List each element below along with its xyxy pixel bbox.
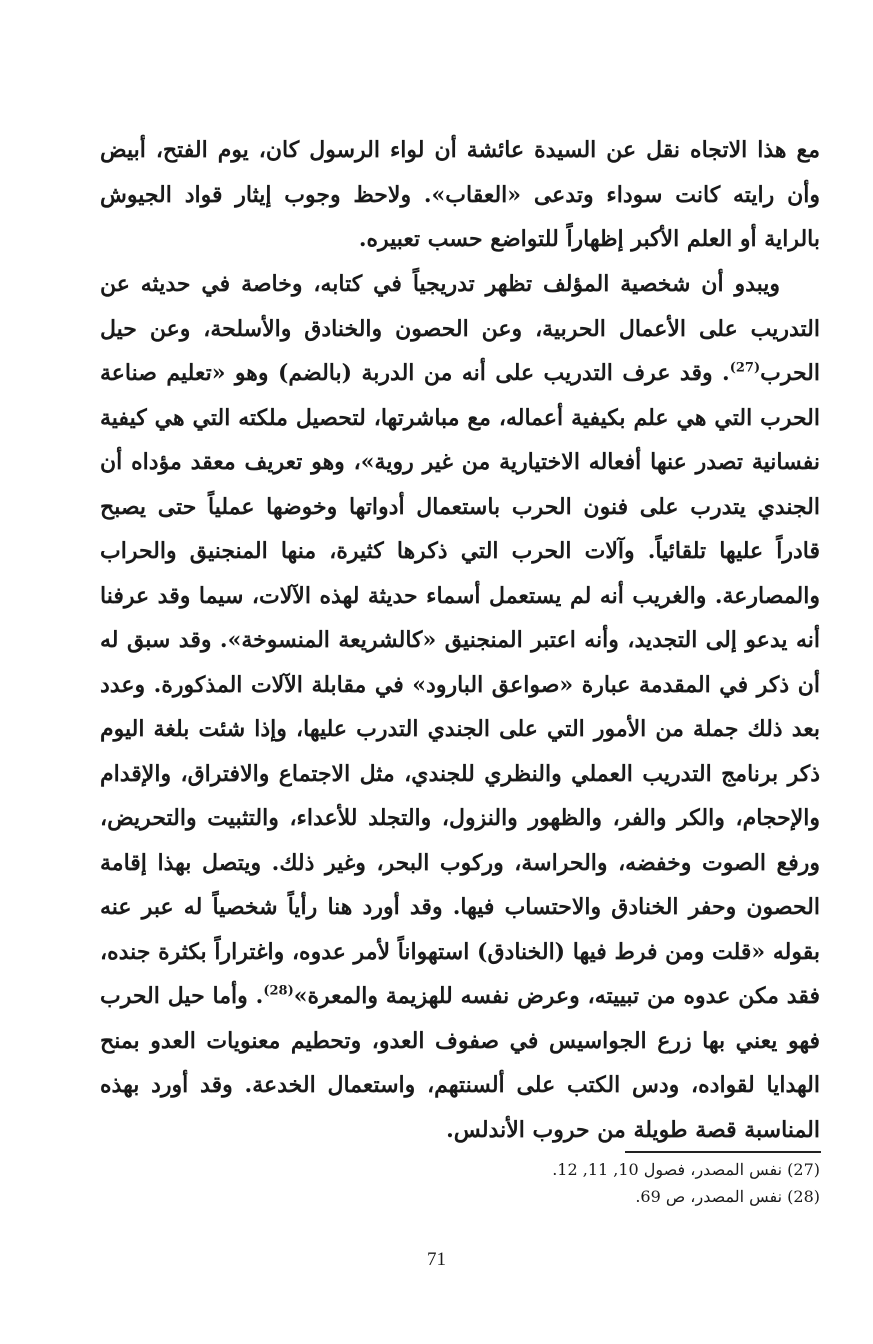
paragraph-2 (100, 262, 820, 1152)
paragraph-2-part-3: . وأما حيل الحرب فهو يعني بها زرع الجواسيس في صفوف العدو، وتحطيم معنويات العدو بمنح الهدايا لقواده، ودس الكتب على ألسنتهم، واستعمال الخدعة. وقد أورد بهذه المناسبة قصة طويلة من حروب الأندلس. (100, 983, 820, 1143)
paragraph-2-part-2: . وقد عرف التدريب على أنه من الدربة (بالضم) وهو «تعليم صناعة الحرب التي هي علم بكيفية أعماله، مع مباشرتها، لتحصيل ملكته التي هي كيفية نفسانية تصدر عنها أفعاله الاختيارية من غير روية»، وهو تعريف معقد مؤداه أن الجندي يتدرب على فنون الحرب باستعمال أدواتها وخوضها عملياً حتى يصبح قادراً عليها تلقائياً. وآلات الحرب التي ذكرها كثيرة، منها المنجنيق والحراب والمصارعة. والغريب أنه لم يستعمل أسماء حديثة لهذه الآلات، سيما وقد عرفنا أنه يدعو إلى التجديد، وأنه اعتبر المنجنيق «كالشريعة المنسوخة». وقد سبق له أن ذكر في المقدمة عبارة «صواعق البارود» في مقابلة الآلات المذكورة. وعدد بعد ذلك جملة من الأمور التي على الجندي التدرب عليها، وإذا شئت بلغة اليوم ذكر برنامج التدريب العملي والنظري للجندي، مثل الاجتماع والافتراق، والإقدام والإحجام، والكر والفر، والظهور والنزول، والتجلد للأعداء، والتثبيت والتحريض، ورفع الصوت وخفضه، والحراسة، وركوب البحر، وغير ذلك. ويتصل بهذا إقامة الحصون وحفر الخنادق والاحتساب فيها. وقد أورد هنا رأياً شخصياً له عبر عنه بقوله «قلت ومن فرط فيها (الخنادق) استهواناً لأمر عدوه، واغتراراً بكثرة جنده، فقد مكن عدوه من تبييته، وعرض نفسه للهزيمة والمعرة» (100, 360, 820, 1009)
footnote-27: (27) نفس المصدر، فصول 10, 11, 12. (552, 1160, 820, 1179)
footnotes (400, 1156, 820, 1210)
footnote-divider (625, 1151, 821, 1153)
paragraph-1-text: مع هذا الاتجاه نقل عن السيدة عائشة أن لواء الرسول كان، يوم الفتح، أبيض وأن رايته كانت سوداء وتدعى «العقاب». ولاحظ وجوب إيثار قواد الجيوش بالراية أو العلم الأكبر إظهاراً للتواضع حسب تعبيره. (100, 137, 820, 252)
paragraph-2-part-1: ويبدو أن شخصية المؤلف تظهر تدريجياً في كتابه، وخاصة في حديثه عن التدريب على الأعمال الحربية، وعن الحصون والخنادق والأسلحة، وعن حيل الحرب (100, 271, 820, 386)
paragraph-1 (100, 128, 820, 262)
footnote-ref-28: (28) (263, 983, 294, 999)
footnote-28: (28) نفس المصدر، ص 69. (635, 1187, 820, 1206)
page-number: 71 (427, 1249, 446, 1270)
footnote-ref-27: (27) (729, 360, 761, 376)
